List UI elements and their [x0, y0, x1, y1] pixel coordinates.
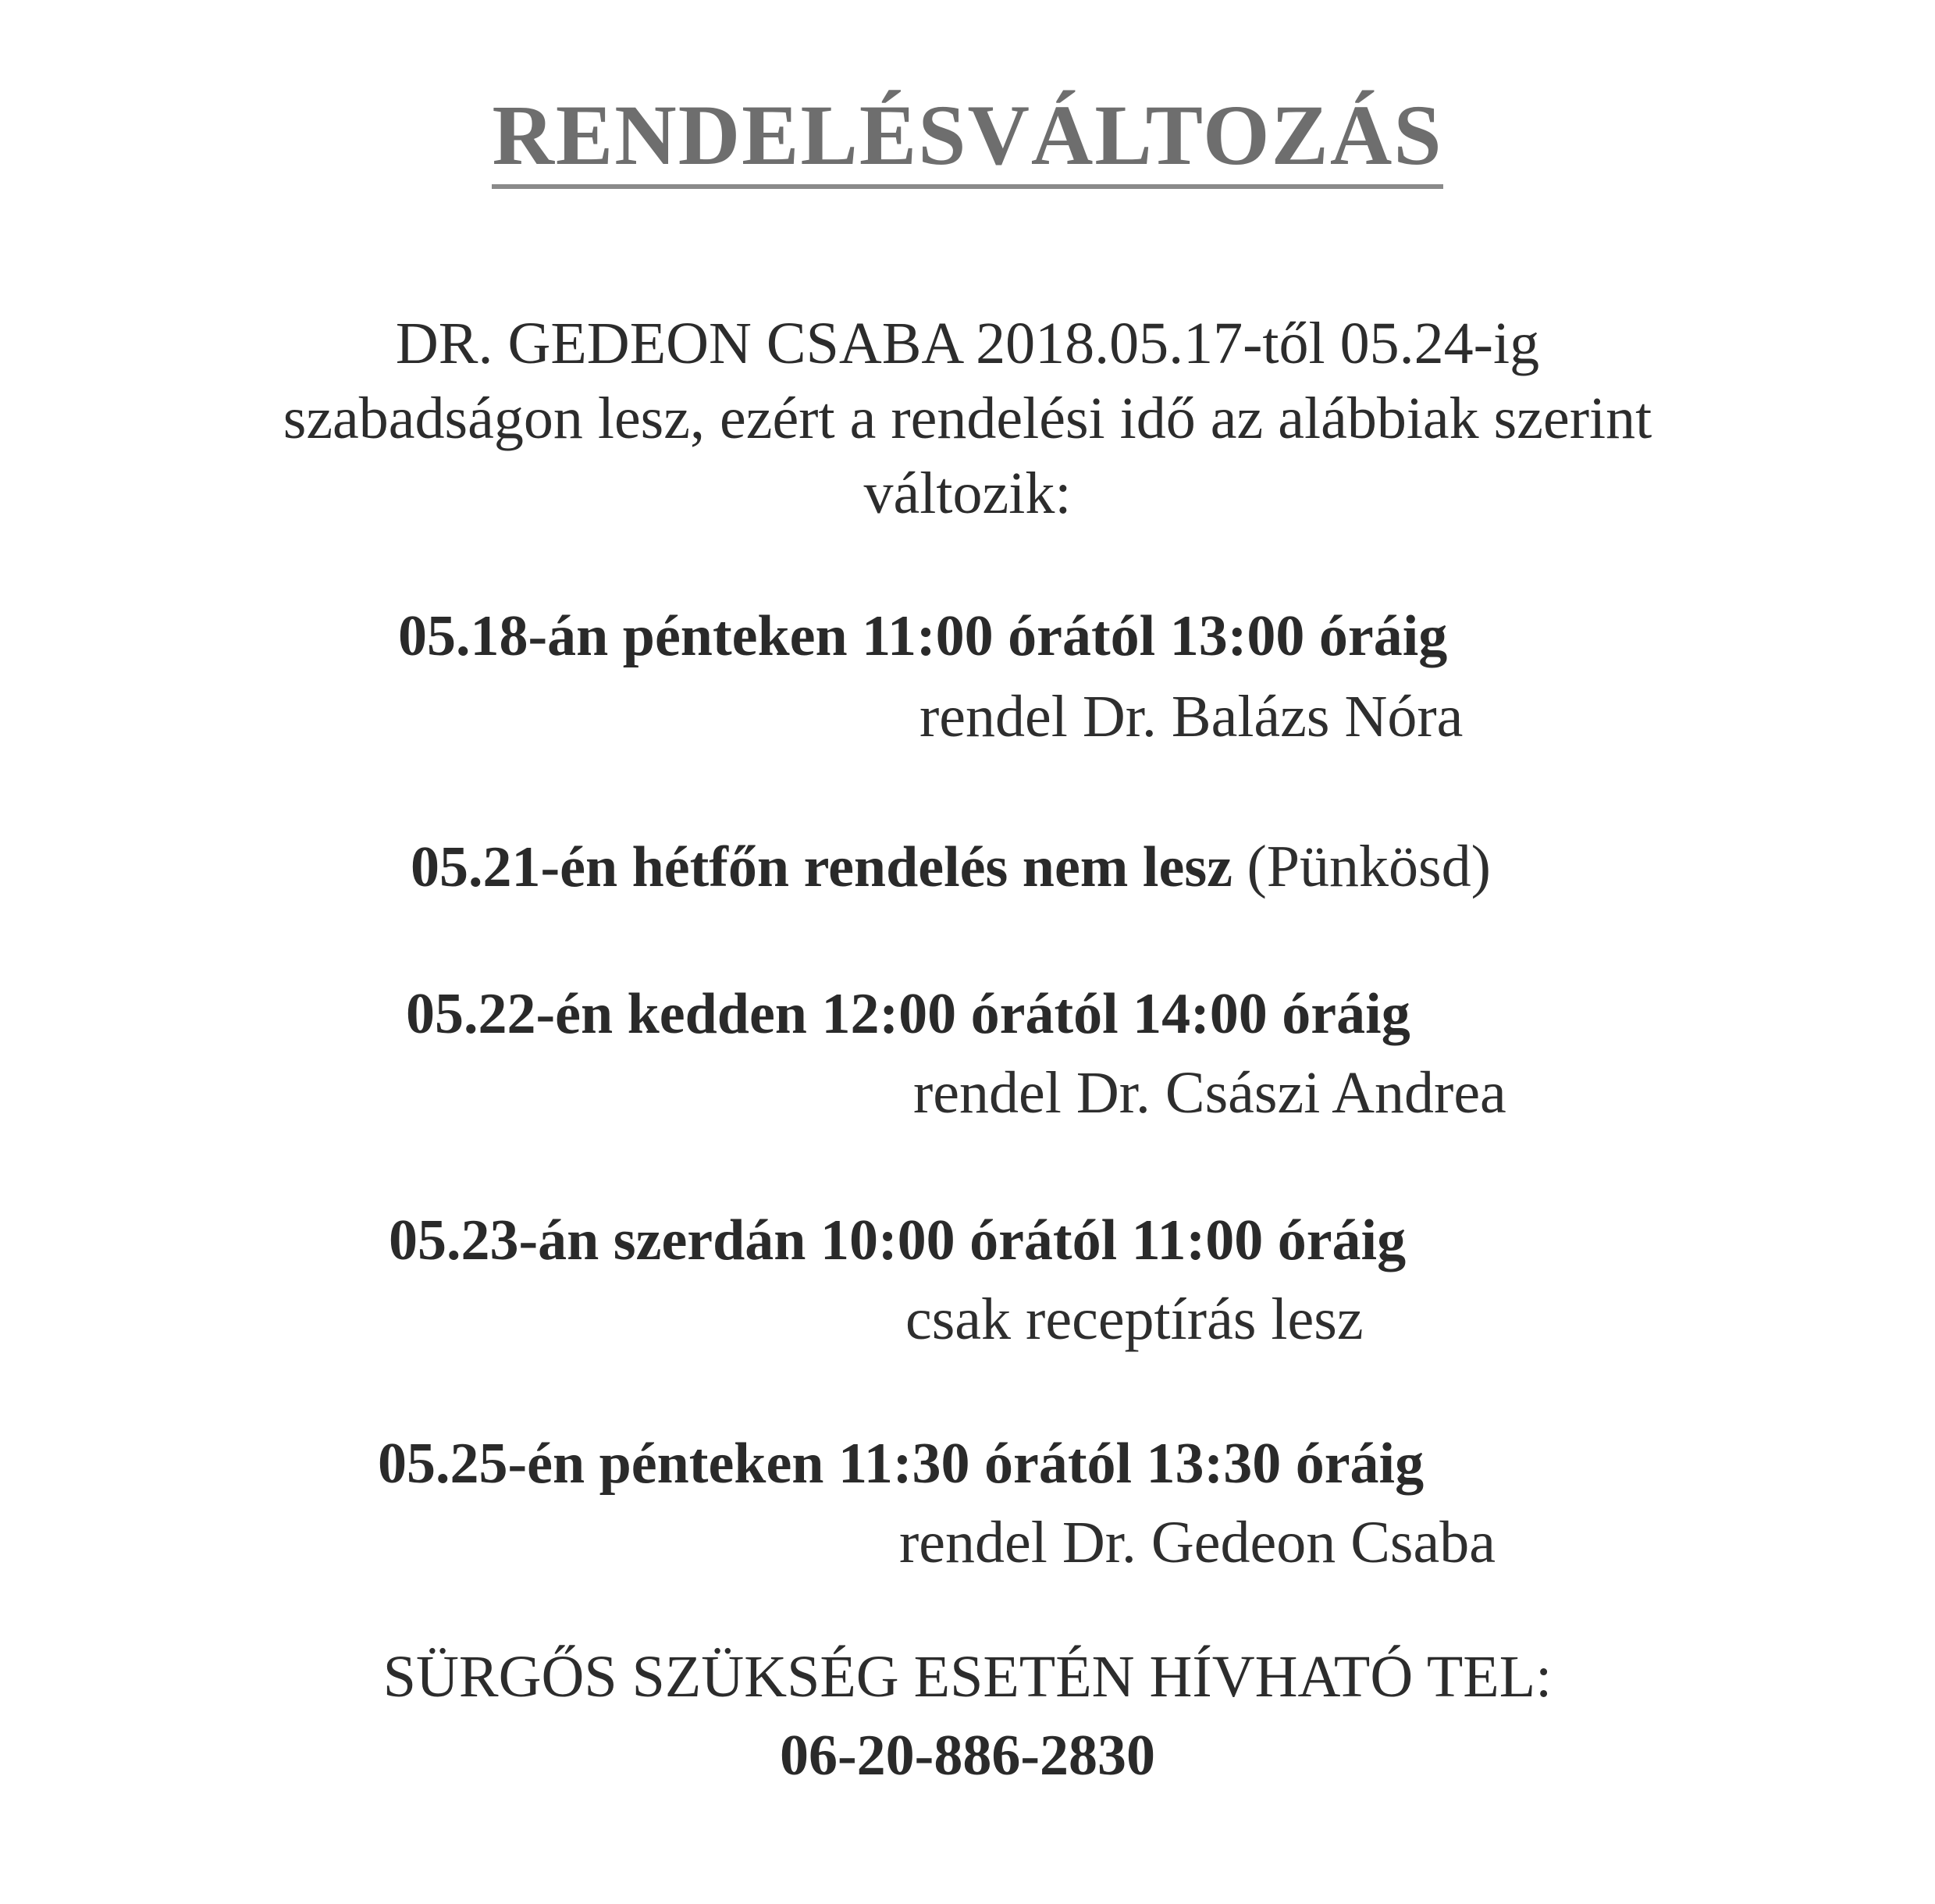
schedule-detail-1: rendel Dr. Balázs Nóra	[919, 684, 1464, 749]
schedule-heading-2	[411, 834, 1491, 899]
intro-paragraph	[0, 306, 1935, 531]
schedule-detail-4: csak receptírás lesz	[905, 1287, 1364, 1352]
schedule-heading-3: 05.22-én kedden 12:00 órától 14:00 óráig	[406, 982, 1410, 1046]
page-title	[0, 87, 1935, 189]
schedule-note-2: (Pünkösd)	[1247, 834, 1491, 899]
schedule-heading-1: 05.18-án pénteken 11:00 órától 13:00 óráig	[398, 604, 1448, 668]
schedule-detail-3: rendel Dr. Császi Andrea	[913, 1060, 1506, 1126]
intro-line-2: szabadságon lesz, ezért a rendelési idő az alábbiak szerint	[283, 386, 1652, 451]
schedule-heading-5: 05.25-én pénteken 11:30 órától 13:30 óráig	[378, 1432, 1425, 1496]
emergency-phone: 06-20-886-2830	[780, 1724, 1155, 1788]
page-title-text: RENDELÉSVÁLTOZÁS	[492, 92, 1442, 189]
emergency-label: SÜRGŐS SZÜKSÉG ESETÉN HÍVHATÓ TEL:	[382, 1644, 1553, 1710]
schedule-heading-4: 05.23-án szerdán 10:00 órától 11:00 óráig	[389, 1208, 1407, 1272]
schedule-detail-5: rendel Dr. Gedeon Csaba	[899, 1510, 1496, 1575]
intro-line-1: DR. GEDEON CSABA 2018.05.17-től 05.24-ig	[395, 311, 1540, 376]
intro-line-3: változik:	[863, 461, 1072, 526]
schedule-heading-2-text: 05.21-én hétfőn rendelés nem lesz	[411, 835, 1232, 899]
